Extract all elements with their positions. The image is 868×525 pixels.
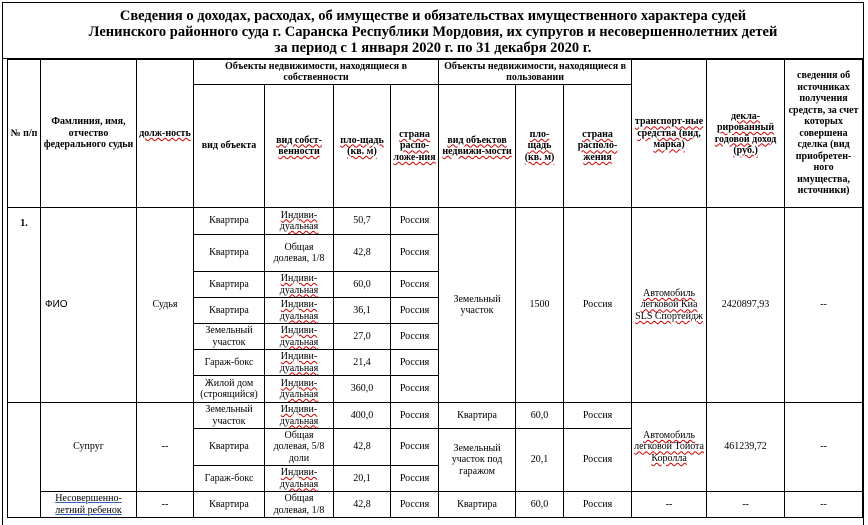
used-type: Земельный участок под гаражом bbox=[439, 429, 516, 492]
owned-type: Жилой дом (строящийся) bbox=[194, 376, 265, 403]
income: 461239,72 bbox=[707, 403, 785, 492]
owned-type: Квартира bbox=[194, 235, 265, 272]
child-name: Несовершенно-летний ребенок bbox=[41, 492, 137, 518]
header-owned-country: страна распо-ложе-ния bbox=[391, 85, 439, 208]
owned-area: 42,8 bbox=[334, 492, 391, 518]
owned-area: 20,1 bbox=[334, 466, 391, 492]
owned-kind: Общая долевая, 5/8 доли bbox=[265, 429, 334, 466]
document-title bbox=[3, 3, 863, 59]
used-type: Квартира bbox=[439, 492, 516, 518]
vehicle: Автомобиль легковой Тойота Королла bbox=[632, 403, 707, 492]
header-income: декла-рированный годовой доход (руб.) bbox=[707, 60, 785, 208]
owned-type: Земельный участок bbox=[194, 324, 265, 350]
owned-area: 400,0 bbox=[334, 403, 391, 429]
header-sources: сведения об источниках получения средств, за счет которых совершена сделка (вид приобретен-ного имущества, источники) bbox=[785, 60, 863, 208]
owned-type: Гараж-бокс bbox=[194, 466, 265, 492]
header-used-type: вид объектов недвижи-мости bbox=[439, 85, 516, 208]
owned-type: Квартира bbox=[194, 272, 265, 298]
sources: -- bbox=[785, 208, 863, 403]
title-line-3: за период с 1 января 2020 г. по 31 декабря 2020 г. bbox=[274, 40, 592, 56]
owned-country: Россия bbox=[391, 235, 439, 272]
sources: -- bbox=[785, 492, 863, 518]
header-owned-group: Объекты недвижимости, находящиеся в собственности bbox=[194, 60, 439, 85]
header-used-group: Объекты недвижимости, находящиеся в пользовании bbox=[439, 60, 632, 85]
spouse-position: -- bbox=[137, 403, 194, 492]
owned-country: Россия bbox=[391, 350, 439, 376]
owned-country: Россия bbox=[391, 492, 439, 518]
owned-kind: Индиви-дуальная bbox=[265, 208, 334, 235]
header-used-area: пло-щадь (кв. м) bbox=[516, 85, 564, 208]
vehicle: -- bbox=[632, 492, 707, 518]
title-line-1: Сведения о доходах, расходах, об имуществе и обязательствах имущественного характера судей bbox=[119, 8, 747, 24]
title-line-2: Ленинского районного суда г. Саранска Республики Мордовия, их супругов и несовершеннолетних детей bbox=[88, 24, 778, 40]
used-area: 60,0 bbox=[516, 492, 564, 518]
used-country: Россия bbox=[564, 429, 632, 492]
owned-area: 42,8 bbox=[334, 235, 391, 272]
owned-kind: Общая долевая, 1/8 bbox=[265, 235, 334, 272]
used-area: 1500 bbox=[516, 208, 564, 403]
header-num: № п/п bbox=[8, 60, 41, 208]
owned-country: Россия bbox=[391, 208, 439, 235]
income: -- bbox=[707, 492, 785, 518]
owned-country: Россия bbox=[391, 272, 439, 298]
table-row bbox=[8, 492, 863, 518]
owned-area: 360,0 bbox=[334, 376, 391, 403]
owned-kind: Индиви-дуальная bbox=[265, 298, 334, 324]
owned-kind: Индиви-дуальная bbox=[265, 350, 334, 376]
owned-type: Квартира bbox=[194, 492, 265, 518]
owned-country: Россия bbox=[391, 376, 439, 403]
row-number-empty bbox=[8, 403, 41, 518]
header-position: долж-ность bbox=[137, 60, 194, 208]
owned-area: 36,1 bbox=[334, 298, 391, 324]
header-owned-type: вид объекта bbox=[194, 85, 265, 208]
vehicle: Автомобиль легковой Киа SLS Спортейдж bbox=[632, 208, 707, 403]
judge-position: Судья bbox=[137, 208, 194, 403]
used-area: 20,1 bbox=[516, 429, 564, 492]
owned-kind: Индиви-дуальная bbox=[265, 466, 334, 492]
owned-type: Земельный участок bbox=[194, 403, 265, 429]
owned-type: Квартира bbox=[194, 208, 265, 235]
header-vehicles: транспорт-ные средства (вид, марка) bbox=[632, 60, 707, 208]
owned-type: Гараж-бокс bbox=[194, 350, 265, 376]
owned-country: Россия bbox=[391, 324, 439, 350]
owned-kind: Индиви-дуальная bbox=[265, 272, 334, 298]
sources: -- bbox=[785, 403, 863, 492]
header-name: Фамлиния, имя, отчество федерального судьи bbox=[41, 60, 137, 208]
spouse-name: Супруг bbox=[41, 403, 137, 492]
income: 2420897,93 bbox=[707, 208, 785, 403]
used-country: Россия bbox=[564, 403, 632, 429]
owned-kind: Индиви-дуальная bbox=[265, 376, 334, 403]
used-type: Земельный участок bbox=[439, 208, 516, 403]
owned-area: 27,0 bbox=[334, 324, 391, 350]
owned-kind: Общая долевая, 1/8 bbox=[265, 492, 334, 518]
owned-kind: Индиви-дуальная bbox=[265, 403, 334, 429]
owned-area: 50,7 bbox=[334, 208, 391, 235]
owned-kind: Индиви-дуальная bbox=[265, 324, 334, 350]
used-area: 60,0 bbox=[516, 403, 564, 429]
owned-area: 21,4 bbox=[334, 350, 391, 376]
disclosure-table bbox=[7, 59, 863, 518]
owned-type: Квартира bbox=[194, 429, 265, 466]
owned-area: 60,0 bbox=[334, 272, 391, 298]
header-owned-kind: вид собст-венности bbox=[265, 85, 334, 208]
header-used-country: страна располо-жения bbox=[564, 85, 632, 208]
owned-country: Россия bbox=[391, 466, 439, 492]
owned-country: Россия bbox=[391, 403, 439, 429]
judge-name: ФИО bbox=[41, 208, 137, 403]
used-country: Россия bbox=[564, 208, 632, 403]
row-number: 1. bbox=[8, 208, 41, 403]
owned-country: Россия bbox=[391, 298, 439, 324]
header-owned-area: пло-щадь (кв. м) bbox=[334, 85, 391, 208]
owned-area: 42,8 bbox=[334, 429, 391, 466]
table-row bbox=[8, 403, 863, 429]
used-country: Россия bbox=[564, 492, 632, 518]
child-position: -- bbox=[137, 492, 194, 518]
owned-country: Россия bbox=[391, 429, 439, 466]
table-row bbox=[8, 208, 863, 235]
used-type: Квартира bbox=[439, 403, 516, 429]
owned-type: Квартира bbox=[194, 298, 265, 324]
